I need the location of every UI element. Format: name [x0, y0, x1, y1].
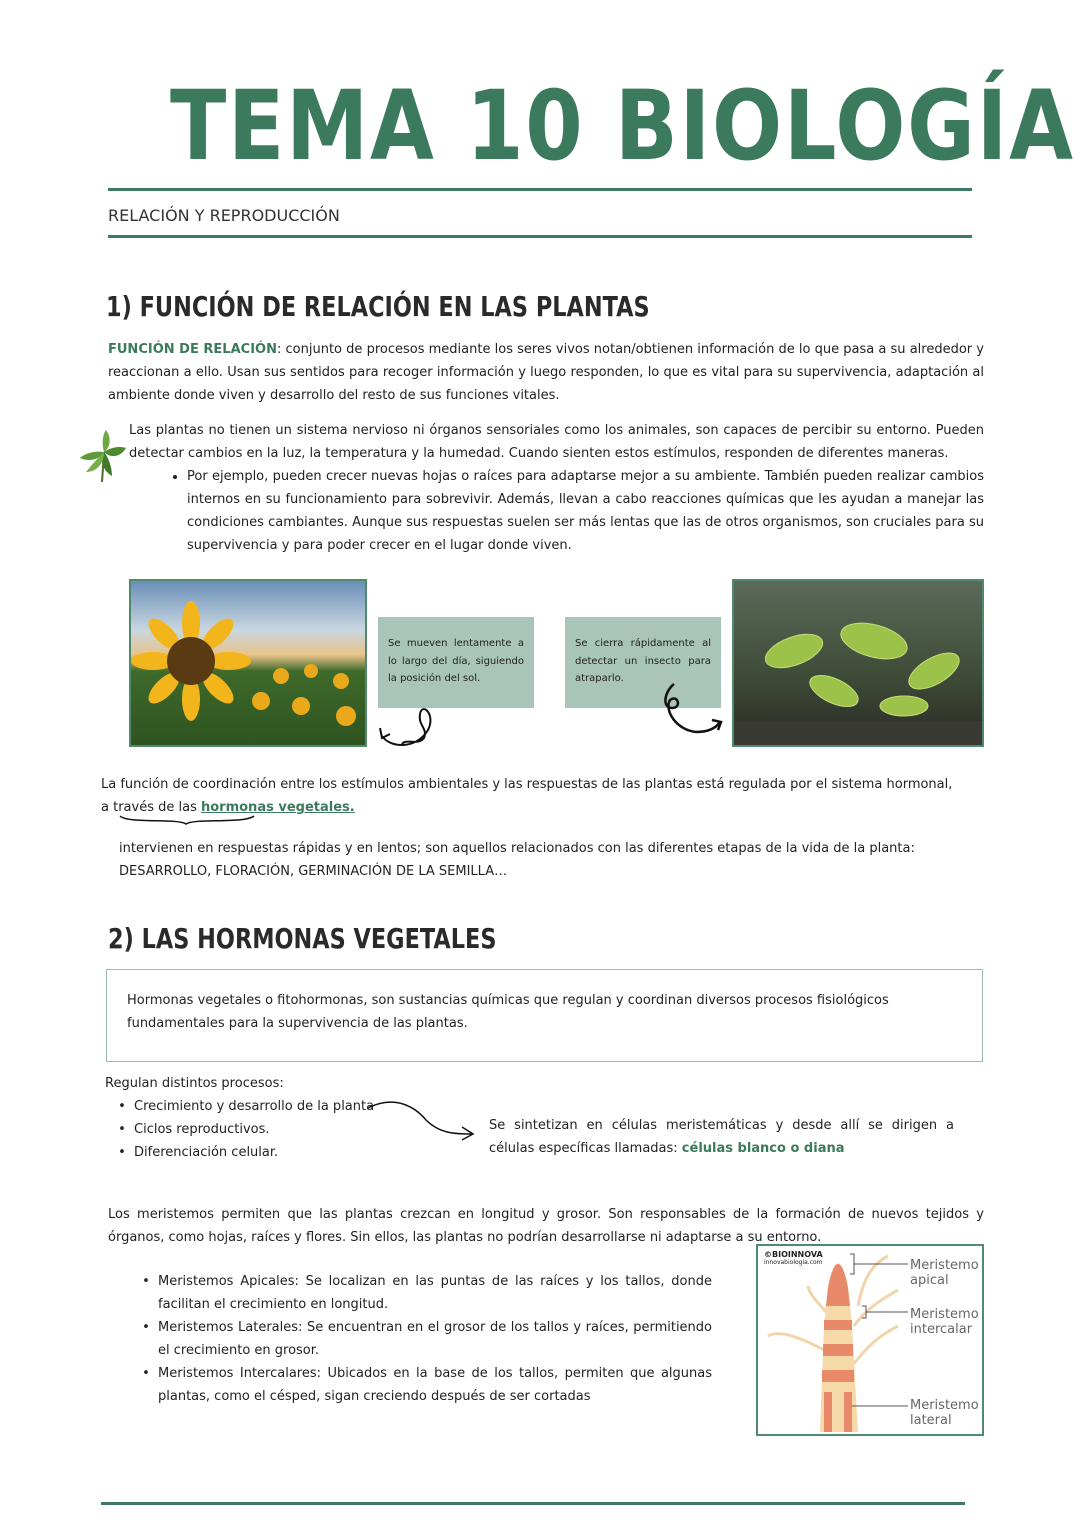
label-intercalar: Meristemo intercalar [910, 1307, 979, 1337]
label-lateral: Meristemo lateral [910, 1398, 979, 1428]
diagram-site: innovabiologia.com [764, 1259, 823, 1266]
process-list [116, 1095, 376, 1164]
section-heading-1: 1) FUNCIÓN DE RELACIÓN EN LAS PLANTAS [106, 290, 650, 323]
hormones-link: hormonas vegetales. [200, 800, 355, 815]
bullet-text: • Por ejemplo, pueden crecer nuevas hojas o raíces para adaptarse mejor a su ambiente. También pueden realizar cambios internos en su funcionamiento para sobrevivir. Además, llevan a cabo reacciones químicas que les ayudan a manejar las condiciones cambiantes. Aunque sus respuestas suelen ser más lentas que las de otros organismos, son cruciales para su supervivencia y para poder crecer en el lugar donde viven. [187, 465, 984, 557]
meristem-item: • Meristemos Intercalares: Ubicados en la base de los tallos, permiten que algunas plantas, como el césped, sigan creciendo después de ser cortadas [158, 1362, 712, 1408]
meristem-item: • Meristemos Laterales: Se encuentran en el grosor de los tallos y raíces, permitiendo el crecimiento en grosor. [158, 1316, 712, 1362]
coordination-paragraph [101, 773, 961, 819]
target-cells-term: células blanco o diana [681, 1141, 845, 1156]
process-item: • Ciclos reproductivos. [134, 1118, 376, 1141]
section-heading-2: 2) LAS HORMONAS VEGETALES [108, 922, 497, 955]
plants-paragraph: Las plantas no tienen un sistema nervioso ni órganos sensoriales como los animales, son capaces de percibir su entorno. Pueden detectar cambios en la luz, la temperatura y la humedad. Cuando sienten estos estímulos, responden de diferentes maneras. [129, 423, 984, 461]
synthesis-paragraph [489, 1114, 954, 1160]
divider [108, 235, 972, 238]
hormones-note: intervienen en respuestas rápidas y en lentos; son aquellos relacionados con las diferentes etapas de la vida de la planta: DESARROLLO, FLORACIÓN, GERMINACIÓN DE LA SEMILLA… [119, 841, 915, 879]
definition-text: : conjunto de procesos mediante los seres vivos notan/obtienen información de lo que pasa a su alrededor y reaccionan a ello. Usan sus sentidos para recoger información y luego responden, lo que es vital para su supervivencia, adaptación al ambiente donde viven y desarrollo del resto de sus funciones vitales. [108, 342, 984, 403]
process-item: • Diferenciación celular. [134, 1141, 376, 1164]
definition-term: FUNCIÓN DE RELACIÓN [108, 342, 277, 357]
diagram-brand: ©BIOINNOVA [764, 1250, 823, 1259]
divider [108, 188, 972, 191]
page-subtitle: RELACIÓN Y REPRODUCCIÓN [108, 206, 340, 225]
sunflower-caption-box: Se mueven lentamente a lo largo del día, siguiendo la posición del sol. [378, 617, 534, 708]
meristem-list [140, 1270, 712, 1408]
sunflower-image [129, 579, 367, 747]
brace-icon [118, 814, 258, 828]
curly-arrow-icon [660, 680, 724, 736]
example-bullet [169, 465, 984, 557]
arrow-icon [366, 1098, 478, 1144]
process-item: • Crecimiento y desarrollo de la planta [134, 1095, 376, 1118]
curly-arrow-icon [376, 698, 436, 750]
flytrap-caption-box: Se cierra rápidamente al detectar un insecto para atraparlo. [565, 617, 721, 708]
page-title: TEMA 10 BIOLOGÍA [170, 70, 1075, 182]
definition-box-text: Hormonas vegetales o fitohormonas, son sustancias químicas que regulan y coordinan diversos procesos fisiológicos fundamentales para la supervivencia de las plantas. [127, 993, 889, 1031]
definition-box [106, 969, 983, 1062]
meristem-item: • Meristemos Apicales: Se localizan en las puntas de las raíces y los tallos, donde facilitan el crecimiento en longitud. [158, 1270, 712, 1316]
footer-divider [101, 1502, 965, 1505]
venus-flytrap-image [732, 579, 984, 747]
label-apical: Meristemo apical [910, 1258, 979, 1288]
synthesis-text: Se sintetizan en células meristemáticas y desde allí se dirigen a células específicas llamadas: [489, 1118, 954, 1156]
coordination-text: La función de coordinación entre los estímulos ambientales y las respuestas de las plantas está regulada por el sistema hormonal, a través de las [101, 777, 953, 815]
leaf-icon [78, 428, 128, 484]
meristem-intro: Los meristemos permiten que las plantas crezcan en longitud y grosor. Son responsables de la formación de nuevos tejidos y órganos, como hojas, raíces y flores. Sin ellos, las plantas no podrían desarrollarse ni adaptarse a su entorno. [108, 1207, 984, 1245]
regulate-label: Regulan distintos procesos: [105, 1076, 284, 1091]
meristem-diagram [756, 1244, 984, 1436]
definition-paragraph [108, 338, 984, 407]
